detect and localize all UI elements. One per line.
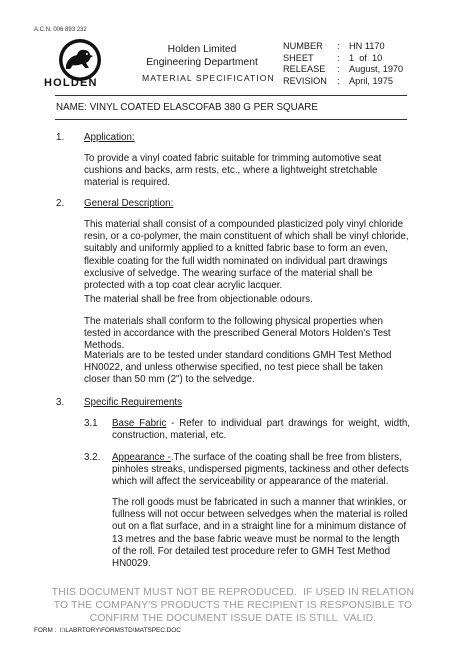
header-divider [55, 95, 407, 96]
subsection-3-1-text [112, 418, 413, 442]
meta-number [283, 41, 403, 53]
section-1-heading: Application: [84, 132, 135, 143]
subsection-title: Base Fabric [112, 418, 167, 429]
warning-line: CONFIRM THE DOCUMENT ISSUE DATE IS STILL VALID. [89, 613, 377, 625]
subsection-body: - Refer to individual part drawings for weight, width, construction, material, etc. [112, 418, 413, 442]
meta-colon: : [337, 64, 340, 75]
material-name: NAME: VINYL COATED ELASCOFAB 380 G PER SQUARE [56, 102, 318, 113]
section-2-paragraph: The materials shall conform to the following physical properties when tested in accordance with the prescribed General Motors Holden's Test Methods. [84, 316, 391, 352]
holden-lion-logo [58, 38, 102, 82]
meta-value: April, 1975 [349, 75, 393, 86]
section-3-number: 3. [56, 397, 65, 408]
subsection-body: .The surface of the coating shall be free from blisters, pinholes streaks, undispersed pigments, tackiness and other defects which will affect the serviceability or appearance of the material. [112, 452, 409, 488]
meta-value: HN 1170 [349, 41, 385, 51]
section-2-paragraph: The material shall be free from objectionable odours. [84, 294, 313, 305]
section-2-number: 2. [56, 198, 65, 209]
department-name: Engineering Department [146, 57, 258, 68]
meta-release [283, 64, 403, 76]
meta-colon: : [337, 75, 340, 86]
company-name: Holden Limited [167, 44, 237, 55]
meta-revision [283, 76, 403, 88]
form-path: FORM : I:\LABRTORY\FORMSTD\MATSPEC.DOC [34, 627, 181, 634]
meta-value: August, 1970 [349, 64, 404, 75]
company-block [140, 43, 264, 69]
meta-label: RELEASE [283, 64, 326, 75]
acn-number: A.C.N. 006 893 232 [34, 27, 87, 33]
meta-label: NUMBER [283, 41, 323, 51]
subsection-title: Appearance - [112, 452, 171, 463]
subsection-3-2-number: 3.2. [84, 452, 101, 463]
warning-line: THIS DOCUMENT MUST NOT BE REPRODUCED. IF USED IN RELATION [51, 587, 415, 598]
subsection-3-2-text [112, 452, 410, 489]
section-1-number: 1. [56, 132, 65, 143]
holden-wordmark: HOLDEN [44, 77, 98, 89]
section-2-heading: General Description: [84, 198, 174, 209]
meta-label: REVISION [283, 75, 327, 86]
warning-line: TO THE COMPANY'S PRODUCTS THE RECIPIENT IS RESPONSIBLE TO [53, 600, 413, 612]
section-3-heading: Specific Requirements [84, 397, 183, 408]
meta-label: SHEET [283, 52, 314, 63]
subsection-3-1-number: 3.1 [84, 418, 98, 429]
name-divider [55, 119, 407, 120]
subsection-3-2-paragraph: The roll goods must be fabricated in such a manner that wrinkles, or fullness will not occur between selvedges when the material is rolled out on a flat surface, and in a straight line for a minimum distance of 13 metres and the base fabric weave must be normal to the length of the roll. For detailed test procedure refer to GMH Test Method HN0029. [112, 497, 408, 570]
meta-colon: : [337, 52, 340, 63]
section-2-paragraph: Materials are to be tested under standard conditions GMH Test Method HN0022, and unless otherwise specified, no test piece shall be taken closer than 50 mm (2") to the selvedge. [84, 350, 392, 386]
section-1-paragraph: To provide a vinyl coated fabric suitable for trimming automotive seat cushions and backs, arm rests, etc., where a lightweight stretchable material is required. [84, 153, 382, 189]
meta-sheet [283, 53, 403, 65]
meta-colon: : [337, 41, 340, 51]
reproduction-warning [0, 586, 466, 626]
document-meta [283, 41, 403, 87]
section-2-paragraph: This material shall consist of a compounded plasticized poly vinyl chloride resin, or a co-polymer, the main constituent of which shall be vinyl chloride, suitably and uniformly applied to a knitted fabric base to form an even, flexible coating for the full width nominated on individual part drawings exclusive of selvedge. The wearing surface of the material shall be protected with a top coat clear acrylic lacquer. [84, 219, 409, 292]
document-type: MATERIAL SPECIFICATION [142, 73, 275, 83]
meta-value: 1 of 10 [349, 52, 383, 63]
